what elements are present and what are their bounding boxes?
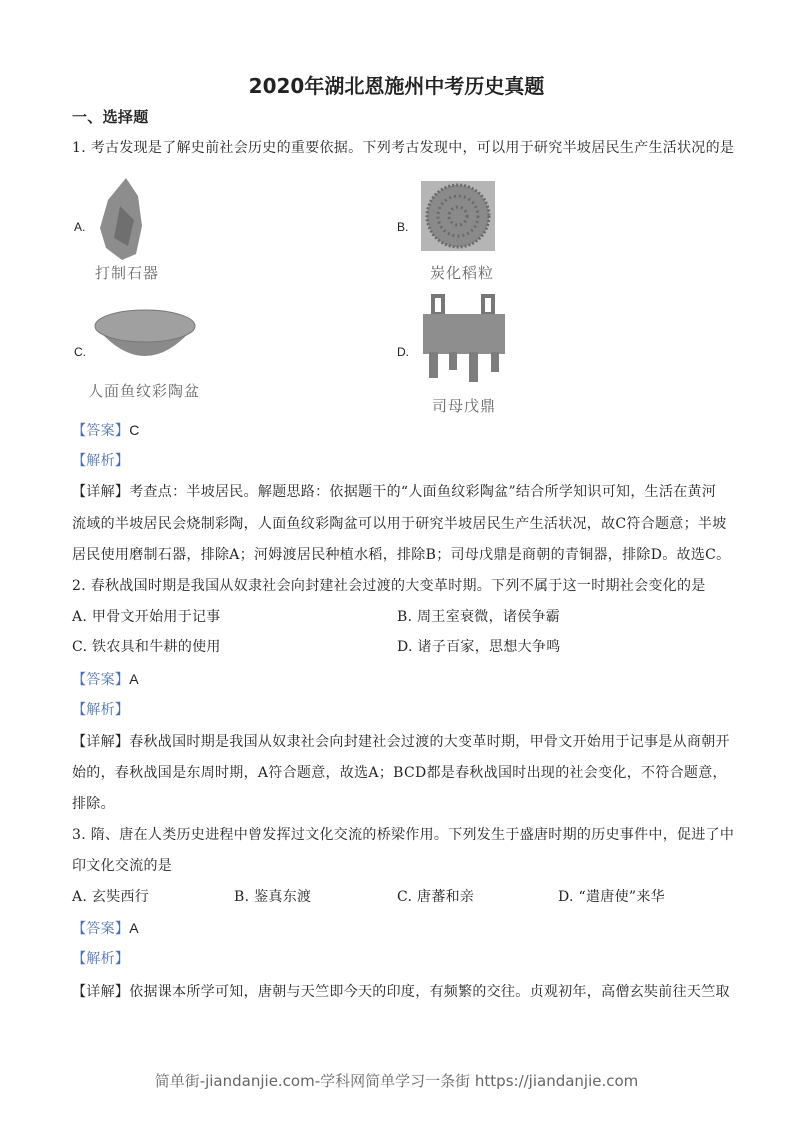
- detail-tag: 【详解】: [72, 484, 130, 500]
- question-3-stem: 3. 隋、唐在人类历史进程中曾发挥过文化交流的桥梁作用。下列发生于盛唐时期的历史事件中，促进了中: [72, 827, 735, 843]
- q3-answer: A: [129, 920, 139, 936]
- answer-tag: 【答案】: [72, 921, 130, 937]
- question-3-stem-cont: 印文化交流的是: [72, 858, 173, 874]
- stone-tool-image: [98, 176, 144, 262]
- option-a-label: A.: [74, 220, 86, 234]
- section-heading: 一、选择题: [72, 108, 149, 126]
- q3-option-d: D. “遣唐使”来华: [558, 889, 665, 905]
- q2-option-a: A. 甲骨文开始用于记事: [72, 609, 221, 625]
- answer-tag: 【答案】: [72, 672, 130, 688]
- option-b-label: B.: [397, 220, 409, 234]
- detail-tag: 【详解】: [72, 984, 130, 1000]
- analysis-tag: 【解析】: [72, 702, 130, 718]
- question-1-stem: 1. 考古发现是了解史前社会历史的重要依据。下列考古发现中，可以用于研究半坡居民生产生活状况的是: [72, 140, 735, 156]
- option-c-label: C.: [74, 345, 86, 359]
- option-c-caption: 人面鱼纹彩陶盆: [88, 382, 201, 400]
- q2-option-d: D. 诸子百家，思想大争鸣: [397, 639, 561, 655]
- analysis-tag: 【解析】: [72, 453, 130, 469]
- carbonized-rice-image: [421, 181, 495, 251]
- q2-option-b: B. 周王室衰微，诸侯争霸: [397, 609, 561, 625]
- analysis-tag: 【解析】: [72, 951, 130, 967]
- q3-option-b: B. 鉴真东渡: [234, 889, 312, 905]
- page-title: 2020年湖北恩施州中考历史真题: [248, 74, 545, 98]
- option-d-label: D.: [397, 345, 409, 359]
- q2-detail-line: 排除。: [72, 796, 115, 812]
- q2-detail-line: 始的，春秋战国是东周时期，A符合题意，故选A；BCD都是春秋战国时出现的社会变化，不符合题意，: [72, 765, 727, 781]
- option-d-caption: 司母戊鼎: [432, 397, 497, 415]
- q3-option-a: A. 玄奘西行: [72, 889, 150, 905]
- painted-pottery-basin-image: [93, 306, 197, 370]
- question-2-stem: 2. 春秋战国时期是我国从奴隶社会向封建社会过渡的大变革时期。下列不属于这一时期社会变化的是: [72, 578, 706, 594]
- q3-detail-line: 依据课本所学可知，唐朝与天竺即今天的印度，有频繁的交往。贞观初年，高僧玄奘前往天竺取: [129, 984, 730, 1000]
- footer-watermark: 简单街-jiandanjie.com-学科网简单学习一条街 https://jiandanjie.com: [154, 1072, 639, 1090]
- q2-option-c: C. 铁农具和牛耕的使用: [72, 639, 221, 655]
- q2-answer: A: [129, 671, 139, 687]
- q1-detail-line: 流域的半坡居民会烧制彩陶，人面鱼纹彩陶盆可以用于研究半坡居民生产生活状况，故C符合题意；半坡: [72, 516, 727, 532]
- q3-option-c: C. 唐蕃和亲: [397, 889, 475, 905]
- detail-tag: 【详解】: [72, 734, 130, 750]
- q1-answer: C: [129, 422, 140, 438]
- q2-detail-line: 春秋战国时期是我国从奴隶社会向封建社会过渡的大变革时期，甲骨文开始用于记事是从商朝开: [129, 734, 730, 750]
- q1-detail-line: 考查点：半坡居民。解题思路：依据题干的“人面鱼纹彩陶盆”结合所学知识可知，生活在黄河: [129, 484, 717, 500]
- option-b-caption: 炭化稻粒: [430, 264, 495, 282]
- bronze-ding-image: [421, 294, 507, 384]
- q1-detail-line: 居民使用磨制石器，排除A；河姆渡居民种植水稻，排除B；司母戊鼎是商朝的青铜器，排除D。故选C。: [72, 547, 731, 563]
- answer-tag: 【答案】: [72, 423, 130, 439]
- option-a-caption: 打制石器: [95, 264, 160, 282]
